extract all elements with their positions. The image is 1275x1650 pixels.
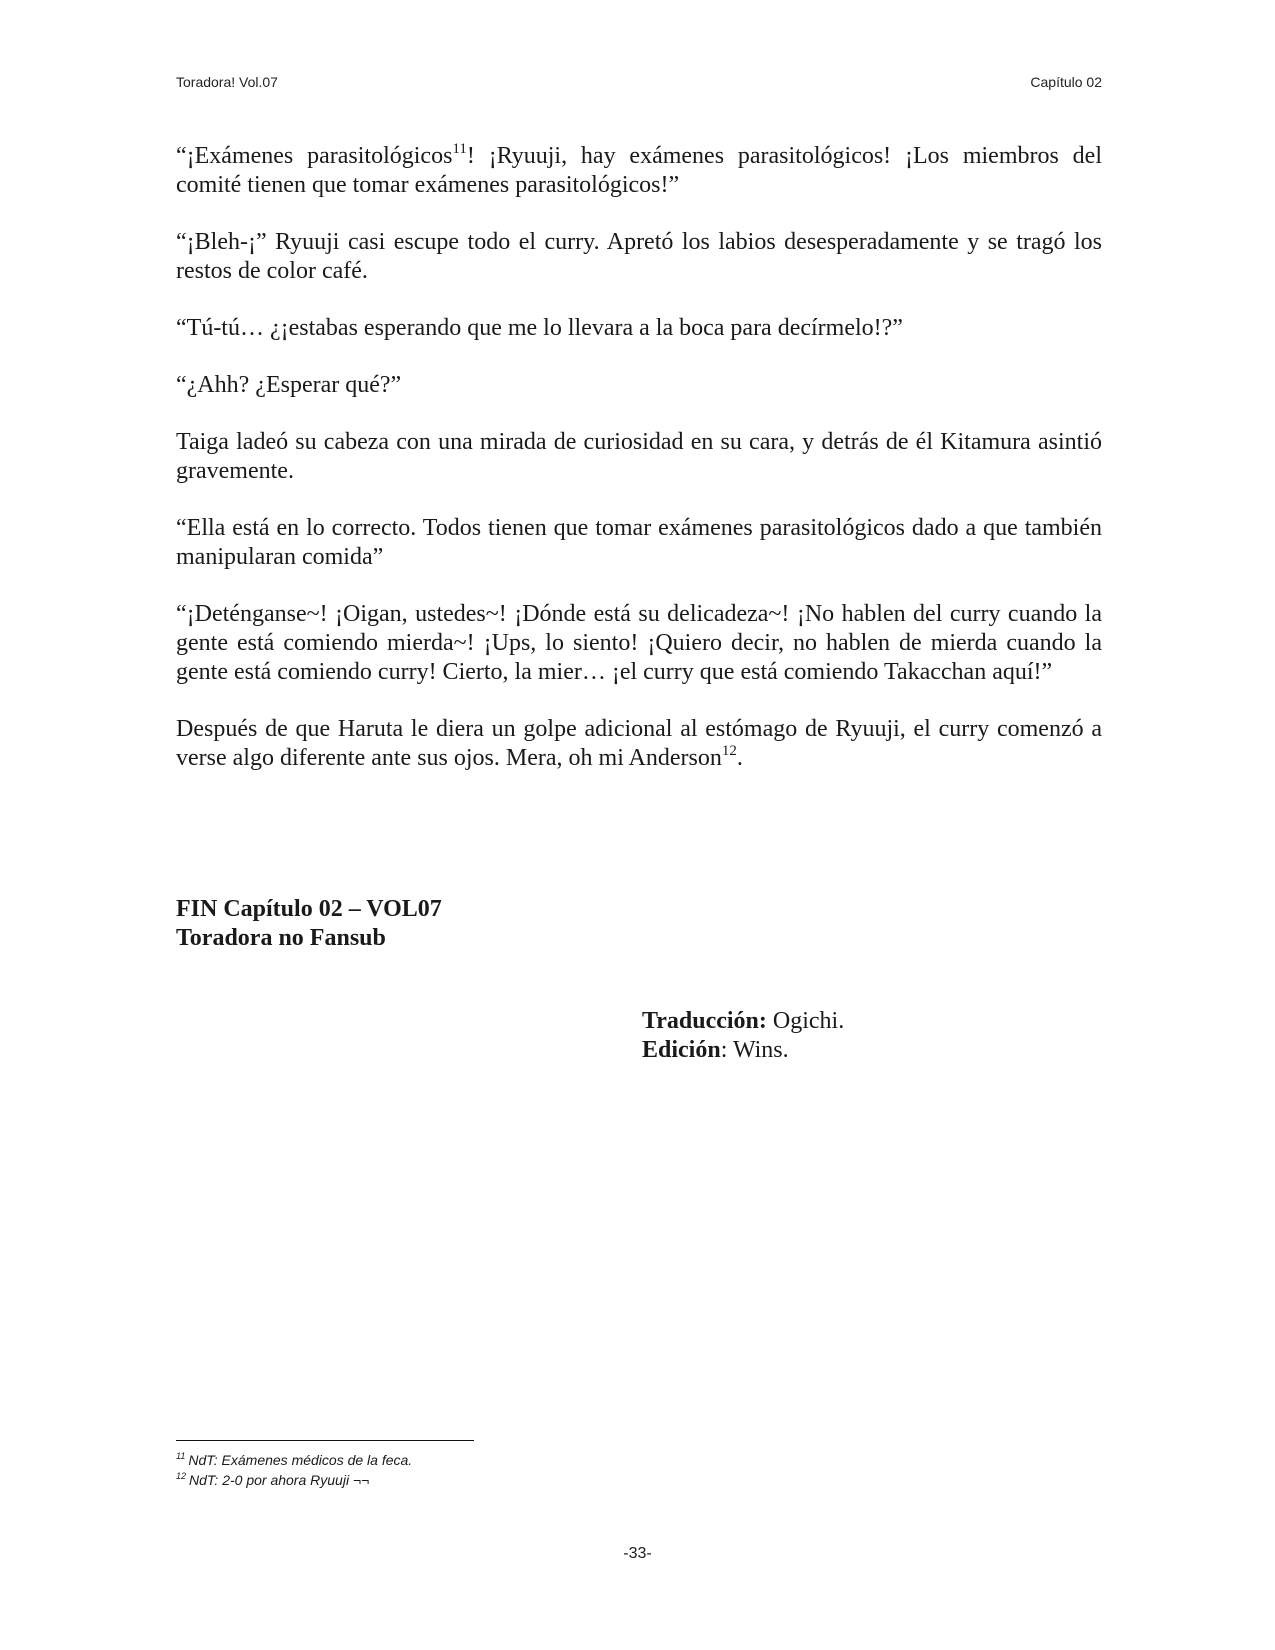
header-book-title: Toradora! Vol.07 — [176, 74, 278, 90]
paragraph-1: “¡Exámenes parasitológicos$^{11}$! ¡Ryuuji, hay exámenes parasitológicos! ¡Los miembros del comité tienen que tomar exámenes parasitológicos!” — [176, 141, 1102, 198]
footnote-ref-11[interactable]: 11 — [452, 141, 467, 157]
footnote-divider — [176, 1440, 474, 1441]
footnote-ref-12[interactable]: 12 — [721, 743, 737, 759]
footnote-12: $^{12}$ NdT: 2-0 por ahora Ryuuji ¬¬ — [176, 1471, 370, 1488]
credits-block — [642, 1007, 844, 1065]
paragraph-2: “¡Bleh-¡” Ryuuji casi escupe todo el curry. Apretó los labios desesperadamente y se tragó los restos de color café. — [176, 229, 1102, 284]
paragraph-8: Después de que Haruta le diera un golpe adicional al estómago de Ryuuji, el curry comenzó a verse algo diferente ante sus ojos. Mera, oh mi Anderson$^{12}$. — [176, 716, 1102, 771]
chapter-end-title: FIN Capítulo 02 – VOL07 — [176, 896, 442, 922]
paragraph-7: “¡Deténganse~! ¡Oigan, ustedes~! ¡Dónde está su delicadeza~! ¡No hablen del curry cuando la gente está comiendo mierda~! ¡Ups, lo siento! ¡Quiero decir, no hablen de mierda cuando la gente está comiendo curry! Cierto, la mier… ¡el curry que está comiendo Takacchan aquí!” — [176, 601, 1102, 685]
footnotes — [176, 1450, 412, 1490]
chapter-body — [176, 142, 1102, 801]
paragraph-4: “¿Ahh? ¿Esperar qué?” — [176, 372, 402, 398]
paragraph-5: Taiga ladeó su cabeza con una mirada de curiosidad en su cara, y detrás de él Kitamura asintió gravemente. — [176, 429, 1102, 484]
page-header — [176, 74, 1102, 90]
chapter-end-block — [176, 895, 442, 953]
page-number: -33- — [623, 1545, 652, 1562]
paragraph-6: “Ella está en lo correcto. Todos tienen que tomar exámenes parasitológicos dado a que también manipularan comida” — [176, 515, 1102, 570]
credit-edition: Edición: Wins. — [642, 1037, 789, 1063]
paragraph-3: “Tú-tú… ¿¡estabas esperando que me lo llevara a la boca para decírmelo!?” — [176, 315, 903, 341]
footnote-11: $^{11}$ NdT: Exámenes médicos de la feca. — [176, 1451, 413, 1468]
fansub-name: Toradora no Fansub — [176, 925, 386, 951]
header-chapter: Capítulo 02 — [1030, 74, 1102, 90]
credit-translation: Traducción: Ogichi. — [642, 1008, 845, 1034]
